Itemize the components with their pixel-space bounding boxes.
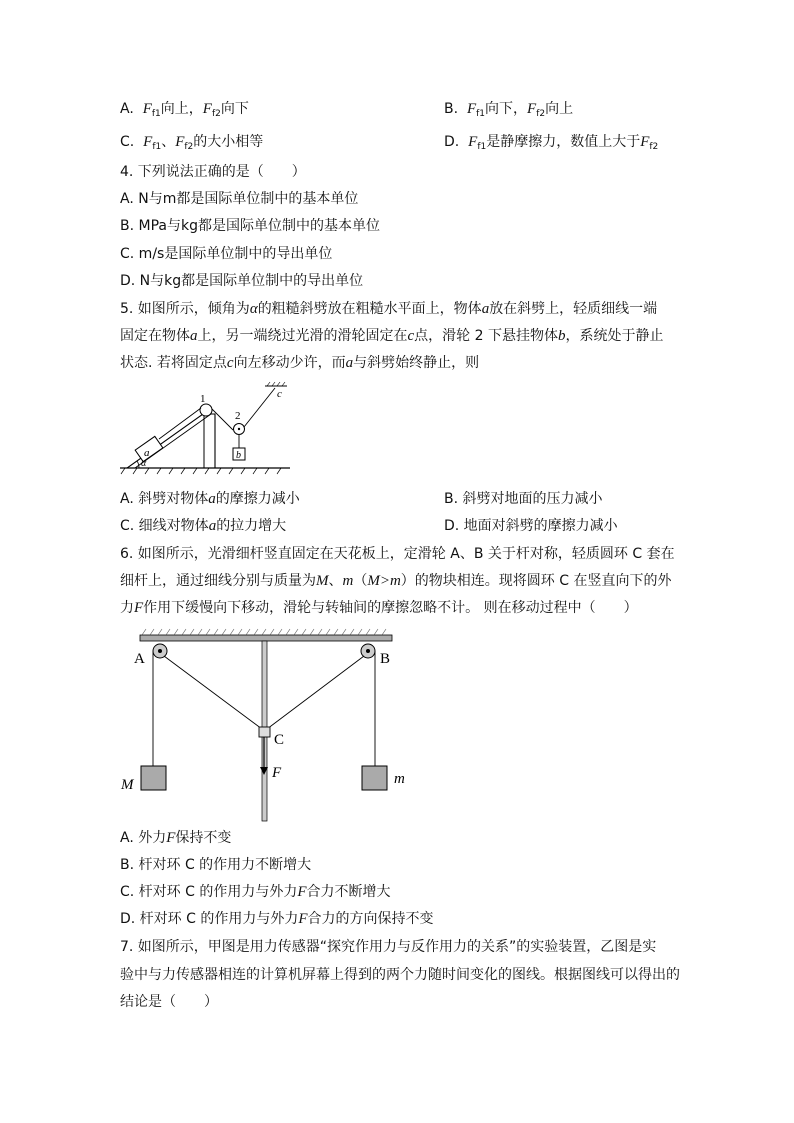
q3-option-d: D. $F_{f1}$是静摩擦力，数值上大于$F_{f2}$ [444, 134, 659, 152]
q3-option-c: C. $F_{f1}$、$F_{f2}$的大小相等 [120, 134, 264, 152]
ceiling [140, 635, 392, 641]
q4-stem: 4. 下列说法正确的是（ ） [120, 164, 306, 180]
angle-arc [137, 461, 139, 468]
q7-stem-line1: 7. 如图所示，甲图是用力传感器“探究作用力与反作用力的关系”的实验装置，乙图是实 [120, 939, 657, 955]
q5-option-b: B. 斜劈对地面的压力减小 [444, 491, 603, 507]
q6-option-d: D. 杆对环 C 的作用力与外力F合力的方向保持不变 [120, 911, 434, 927]
q4-option-b: B. MPa与kg都是国际单位制中的基本单位 [120, 218, 380, 234]
q6-pulley-rod-diagram [118, 625, 408, 825]
label-b-pulley: B [380, 651, 391, 667]
label-M: M [121, 777, 134, 793]
string-b-to-c [267, 656, 364, 729]
q7-stem-line3: 结论是（ ） [120, 994, 218, 1010]
label-b: b [236, 450, 241, 461]
q6-option-b: B. 杆对环 C 的作用力不断增大 [120, 857, 312, 873]
label-f: F [272, 765, 282, 781]
q6-stem-line3: 力F作用下缓慢向下移动，滑轮与转轴间的摩擦忽略不计。 则在移动过程中（ ） [120, 600, 638, 616]
label-c: c [277, 388, 282, 400]
block-M [141, 766, 166, 790]
q3-option-b: B. $F_{f1}$向下，$F_{f2}$向上 [444, 101, 574, 119]
q6-option-c: C. 杆对环 C 的作用力与外力F合力不断增大 [120, 884, 391, 900]
string-pulley2-to-c [244, 388, 275, 427]
q6-stem-line1: 6. 如图所示，光滑细杆竖直固定在天花板上，定滑轮 A、B 关于杆对称，轻质圆环 C 套在 [120, 546, 675, 562]
label-m: m [394, 771, 405, 787]
q5-incline-pulley-diagram [115, 380, 295, 478]
ring-c [259, 727, 270, 737]
q7-stem-line2: 验中与力传感器相连的计算机屏幕上得到的两个力随时间变化的图线。根据图线可以得出的 [120, 967, 680, 983]
pulley-1 [200, 404, 212, 416]
q5-stem-line2: 固定在物体a上，另一端绕过光滑的滑轮固定在c点，滑轮 2 下悬挂物体b，系统处于静止 [120, 328, 664, 344]
q4-option-d: D. N与kg都是国际单位制中的导出单位 [120, 273, 364, 289]
string-a-to-pulley1 [159, 408, 201, 439]
label-1: 1 [200, 393, 206, 405]
label-c-ring: C [274, 732, 285, 748]
q5-stem-line1: 5. 如图所示，倾角为α的粗糙斜劈放在粗糙水平面上，物体a放在斜劈上，轻质细线一端 [120, 301, 658, 317]
ceiling-hatching [142, 629, 386, 635]
q5-option-a: A. 斜劈对物体a的摩擦力减小 [120, 491, 300, 507]
q4-option-a: A. N与m都是国际单位制中的基本单位 [120, 191, 359, 207]
string-a-to-c [164, 656, 262, 729]
q6-option-a: A. 外力F保持不变 [120, 830, 232, 846]
q4-option-c: C. m/s是国际单位制中的导出单位 [120, 246, 333, 262]
label-a-pulley: A [134, 651, 145, 667]
q5-stem-line3: 状态. 若将固定点c向左移动少许，而a与斜劈始终静止，则 [120, 355, 480, 371]
q5-option-c: C. 细线对物体a的拉力增大 [120, 518, 287, 534]
block-m [362, 766, 387, 790]
label-2: 2 [235, 410, 241, 422]
q3-option-a: A. $F_{f1}$向上，$F_{f2}$向下 [120, 101, 249, 119]
q6-stem-line2: 细杆上，通过细线分别与质量为M、m（M>m）的物块相连。现将圆环 C 在竖直向下的外 [120, 573, 672, 589]
label-alpha: α [141, 458, 147, 469]
q5-option-d: D. 地面对斜劈的摩擦力减小 [444, 518, 618, 534]
label-a: a [144, 447, 150, 459]
